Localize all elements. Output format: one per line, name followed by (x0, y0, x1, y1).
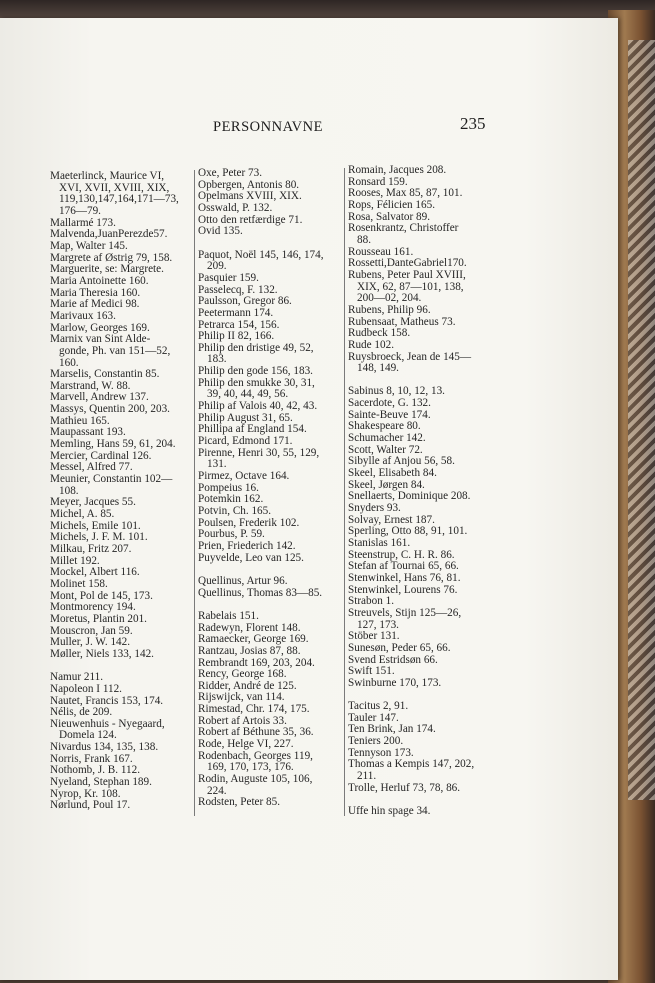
entry-line: Mockel, Albert 116. (50, 566, 140, 579)
entry-line: Radewyn, Florent 148. (198, 621, 301, 634)
index-entry (198, 774, 344, 797)
entry-line: Napoleon I 112. (50, 682, 122, 695)
entry-continuation: 108. (59, 484, 79, 497)
entry-line: Rousseau 161. (348, 245, 414, 258)
entry-line: Thomas a Kempis 147, 202, (348, 758, 475, 771)
running-head: PERSONNAVNE (213, 119, 323, 135)
index-entry (198, 308, 344, 320)
entry-continuation: 200—02, 204. (357, 292, 422, 305)
index-entry (50, 544, 192, 556)
entry-line: Petrarca 154, 156. (198, 318, 280, 331)
index-entry (198, 250, 344, 273)
entry-line: Rodenbach, Georges 119, (198, 749, 313, 762)
entry-continuation: Domela 124. (59, 729, 117, 742)
entry-line: Milkau, Fritz 207. (50, 543, 132, 555)
index-entry (198, 471, 344, 483)
entry-line: Solvay, Ernest 187. (348, 513, 435, 526)
index-entry (348, 608, 498, 631)
index-entry (198, 378, 344, 401)
index-entry (348, 340, 498, 352)
index-entry (198, 226, 344, 238)
entry-line: Shakespeare 80. (348, 420, 421, 433)
index-entry (50, 439, 192, 451)
entry-line: Trolle, Herluf 73, 78, 86. (348, 781, 461, 794)
entry-line: Rodin, Auguste 105, 106, (198, 773, 313, 786)
entry-line: Philip den smukke 30, 31, (198, 376, 315, 389)
entry-line: Nivardus 134, 135, 138. (50, 741, 159, 754)
entry-line: Philip II 82, 166. (198, 330, 275, 343)
entry-line: Paquot, Noël 145, 146, 174, (198, 248, 324, 261)
entry-line: Millet 192. (50, 554, 100, 567)
entry-line: Tauler 147. (348, 711, 399, 724)
entry-line: Nyrop, Kr. 108. (50, 787, 121, 800)
entry-line: Messel, Alfred 77. (50, 461, 133, 474)
entry-line: Tacitus 2, 91. (348, 700, 409, 713)
entry-line: Rossetti,DanteGabriel170. (348, 257, 467, 270)
index-entry (348, 538, 498, 550)
index-entry (348, 503, 498, 515)
entry-line: Puyvelde, Leo van 125. (198, 551, 304, 564)
index-entry (348, 783, 498, 795)
entry-line: Osswald, P. 132. (198, 201, 273, 214)
entry-line: Memling, Hans 59, 61, 204. (50, 438, 176, 451)
index-entry (50, 649, 192, 661)
index-entry (50, 241, 192, 253)
entry-line: Muller, J. W. 142. (50, 636, 131, 649)
entry-line: Mouscron, Jan 59. (50, 624, 133, 637)
entry-line: Peetermann 174. (198, 306, 274, 319)
entry-continuation: 88. (357, 233, 371, 246)
entry-continuation: 183. (207, 353, 227, 366)
index-column-2 (198, 168, 344, 809)
entry-line: Massys, Quentin 200, 203. (50, 403, 170, 416)
entry-line: Rosa, Salvator 89. (348, 210, 431, 223)
entry-line: Swinburne 170, 173. (348, 676, 442, 689)
entry-line: Rode, Helge VI, 227. (198, 738, 294, 751)
entry-line: Rantzau, Josias 87, 88. (198, 644, 301, 657)
index-entry (50, 579, 192, 591)
entry-line: Tennyson 173. (348, 746, 414, 759)
book-page (0, 18, 618, 980)
entry-line: Margrete af Østrig 79, 158. (50, 251, 173, 264)
entry-line: Michel, A. 85. (50, 508, 115, 521)
entry-line: Pourbus, P. 59. (198, 528, 265, 541)
entry-line: Pirenne, Henri 30, 55, 129, (198, 446, 320, 459)
entry-continuation: XIX, 62, 87—101, 138, (357, 280, 464, 293)
index-entry (198, 168, 344, 180)
index-entry (50, 171, 192, 218)
entry-line: Quellinus, Artur 96. (198, 574, 288, 587)
entry-line: Nørlund, Poul 17. (50, 799, 131, 812)
entry-line: Sperling, Otto 88, 91, 101. (348, 525, 468, 538)
index-entry (50, 311, 192, 323)
index-entry (198, 553, 344, 565)
entry-line: Strabon 1. (348, 595, 394, 608)
entry-line: Rudbeck 158. (348, 327, 411, 340)
entry-line: Rodsten, Peter 85. (198, 796, 281, 809)
index-entry (348, 433, 498, 445)
index-entry (348, 678, 498, 690)
entry-line: Rude 102. (348, 338, 394, 351)
entry-line: Rubensaat, Matheus 73. (348, 315, 456, 328)
index-entry (348, 223, 498, 246)
entry-line: Pasquier 159. (198, 271, 259, 284)
entry-line: Sainte-Beuve 174. (348, 408, 431, 421)
entry-line: Rijswijck, van 114. (198, 691, 285, 704)
entry-line: Sibylle af Anjou 56, 58. (348, 455, 455, 468)
book-spine-pattern (628, 40, 655, 800)
entry-line: Marivaux 163. (50, 309, 116, 322)
entry-line: Opelmans XVIII, XIX. (198, 190, 302, 203)
index-entry (50, 276, 192, 288)
entry-line: Marguerite, se: Margrete. (50, 263, 164, 276)
entry-continuation: 39, 40, 44, 49, 56. (207, 388, 289, 401)
entry-continuation: 211. (357, 770, 377, 783)
entry-line: Scott, Walter 72. (348, 443, 423, 456)
index-entry (198, 506, 344, 518)
entry-line: Passelecq, F. 132. (198, 283, 278, 296)
entry-line: Stenwinkel, Hans 76, 81. (348, 571, 461, 584)
entry-line: Schumacher 142. (348, 432, 426, 445)
entry-line: Philip August 31, 65. (198, 411, 293, 424)
index-entry (348, 352, 498, 375)
page-number: 235 (460, 114, 486, 133)
column-rule (194, 170, 195, 816)
index-entry (50, 719, 192, 742)
section-gap (198, 238, 344, 250)
entry-continuation: 209. (207, 260, 227, 273)
index-entry (50, 684, 192, 696)
entry-line: Steenstrup, C. H. R. 86. (348, 548, 455, 561)
entry-line: Skeel, Jørgen 84. (348, 478, 425, 491)
entry-line: Marlow, Georges 169. (50, 321, 150, 334)
index-entry (348, 165, 498, 177)
entry-line: Norris, Frank 167. (50, 752, 133, 765)
entry-line: Rency, George 168. (198, 668, 287, 681)
index-entry (198, 448, 344, 471)
entry-line: Michels, J. F. M. 101. (50, 531, 148, 544)
entry-line: Marnix van Sint Alde- (50, 333, 151, 346)
index-entry (50, 334, 192, 369)
entry-line: Svend Estridsøn 66. (348, 653, 438, 666)
entry-continuation: 224. (207, 784, 227, 797)
entry-line: Potvin, Ch. 165. (198, 505, 272, 518)
entry-line: Møller, Niels 133, 142. (50, 647, 154, 660)
entry-line: Ramaecker, George 169. (198, 633, 309, 646)
entry-line: Molinet 158. (50, 577, 108, 590)
index-entry (198, 203, 344, 215)
entry-line: Meyer, Jacques 55. (50, 496, 136, 509)
index-entry (198, 611, 344, 623)
entry-continuation: XVI, XVII, XVIII, XIX, (59, 181, 170, 194)
entry-line: Snyders 93. (348, 502, 401, 515)
entry-line: Marie af Medici 98. (50, 298, 140, 311)
entry-line: Robert af Artois 33. (198, 714, 287, 727)
index-entry (198, 436, 344, 448)
index-column-1 (50, 171, 192, 812)
entry-line: Rosenkrantz, Christoffer (348, 222, 459, 235)
entry-line: Mont, Pol de 145, 173. (50, 589, 153, 602)
entry-line: Nieuwenhuis - Nyegaard, (50, 717, 165, 730)
entry-line: Uffe hin spage 34. (348, 805, 431, 818)
entry-line: Paulsson, Gregor 86. (198, 295, 292, 308)
index-entry (198, 576, 344, 588)
entry-line: Mathieu 165. (50, 414, 110, 427)
entry-line: Namur 211. (50, 671, 104, 684)
index-entry (348, 806, 498, 818)
index-entry (50, 474, 192, 497)
entry-line: Mercier, Cardinal 126. (50, 449, 152, 462)
index-entry (348, 573, 498, 585)
entry-line: Opbergen, Antonis 80. (198, 178, 300, 191)
entry-continuation: 148, 149. (357, 362, 399, 375)
entry-continuation: 160. (59, 356, 79, 369)
index-entry (348, 759, 498, 782)
entry-line: Philip den dristige 49, 52, (198, 341, 314, 354)
index-entry (198, 797, 344, 809)
entry-line: Stöber 131. (348, 630, 400, 643)
entry-line: Streuvels, Stijn 125—26, (348, 606, 462, 619)
entry-line: Rimestad, Chr. 174, 175. (198, 703, 310, 716)
index-entry (50, 614, 192, 626)
entry-line: Picard, Edmond 171. (198, 435, 293, 448)
index-column-3 (348, 165, 498, 818)
entry-line: Ten Brink, Jan 174. (348, 723, 436, 736)
entry-line: Phillipa af England 154. (198, 423, 307, 436)
entry-line: Marstrand, W. 88. (50, 379, 131, 392)
entry-continuation: 127, 173. (357, 618, 399, 631)
index-entry (198, 343, 344, 366)
entry-line: Swift 151. (348, 665, 395, 678)
entry-continuation: 131. (207, 458, 227, 471)
entry-line: Marvell, Andrew 137. (50, 391, 149, 404)
entry-line: Sunesøn, Peder 65, 66. (348, 641, 451, 654)
entry-line: Nyeland, Stephan 189. (50, 776, 152, 789)
index-entry (50, 800, 192, 812)
entry-line: Sacerdote, G. 132. (348, 397, 431, 410)
entry-line: Skeel, Elisabeth 84. (348, 467, 437, 480)
index-entry (348, 270, 498, 305)
entry-line: Maeterlinck, Maurice VI, (50, 170, 165, 182)
entry-line: Poulsen, Frederik 102. (198, 516, 300, 529)
entry-line: Sabinus 8, 10, 12, 13. (348, 385, 445, 398)
entry-line: Maria Theresia 160. (50, 286, 141, 299)
entry-line: Nélis, de 209. (50, 706, 113, 719)
entry-line: Rubens, Peter Paul XVIII, (348, 268, 466, 281)
entry-line: Robert af Béthune 35, 36. (198, 726, 314, 739)
index-entry (348, 643, 498, 655)
entry-line: Rabelais 151. (198, 609, 259, 622)
entry-line: Teniers 200. (348, 735, 404, 748)
index-entry (50, 509, 192, 521)
entry-line: Romain, Jacques 208. (348, 164, 447, 176)
entry-line: Maupassant 193. (50, 426, 126, 439)
index-entry (198, 588, 344, 600)
entry-line: Snellaerts, Dominique 208. (348, 490, 471, 503)
entry-line: Montmorency 194. (50, 601, 136, 614)
entry-line: Marselis, Constantin 85. (50, 368, 160, 381)
entry-line: Ronsard 159. (348, 175, 408, 188)
entry-line: Rops, Félicien 165. (348, 198, 436, 211)
entry-line: Pirmez, Octave 164. (198, 470, 290, 483)
entry-line: Malvenda,JuanPerezde57. (50, 228, 168, 241)
entry-line: Stenwinkel, Lourens 76. (348, 583, 458, 596)
entry-line: Prien, Friederich 142. (198, 539, 296, 552)
entry-line: Michels, Emile 101. (50, 519, 141, 532)
index-entry (198, 541, 344, 553)
column-rule (344, 168, 345, 816)
entry-line: Rubens, Philip 96. (348, 303, 431, 316)
index-entry (198, 751, 344, 774)
entry-continuation: 176—79. (59, 204, 101, 217)
entry-line: Maria Antoinette 160. (50, 274, 149, 287)
index-entry (348, 200, 498, 212)
entry-line: Stanislas 161. (348, 536, 411, 549)
index-entry (198, 273, 344, 285)
entry-line: Rembrandt 169, 203, 204. (198, 656, 315, 669)
entry-line: Philip af Valois 40, 42, 43. (198, 400, 318, 413)
entry-line: Otto den retfærdige 71. (198, 213, 303, 226)
entry-line: Pompeius 16. (198, 481, 259, 494)
entry-line: Moretus, Plantin 201. (50, 612, 147, 625)
index-entry (348, 468, 498, 480)
entry-line: Nautet, Francis 153, 174. (50, 694, 164, 707)
entry-line: Ovid 135. (198, 225, 243, 238)
entry-continuation: 119,130,147,164,171—73, (59, 193, 179, 206)
entry-line: Nothomb, J. B. 112. (50, 764, 141, 777)
entry-line: Stefan af Tournai 65, 66. (348, 560, 459, 573)
entry-line: Oxe, Peter 73. (198, 167, 263, 179)
entry-line: Meunier, Constantin 102— (50, 473, 173, 486)
entry-line: Ridder, André de 125. (198, 679, 297, 692)
index-entry (348, 305, 498, 317)
entry-line: Rooses, Max 85, 87, 101. (348, 187, 463, 200)
entry-line: Potemkin 162. (198, 493, 264, 506)
entry-line: Ruysbroeck, Jean de 145— (348, 350, 472, 363)
entry-line: Map, Walter 145. (50, 239, 128, 252)
entry-continuation: gonde, Ph. van 151—52, (59, 344, 171, 357)
entry-line: Philip den gode 156, 183. (198, 365, 313, 378)
entry-line: Mallarmé 173. (50, 216, 116, 229)
entry-continuation: 169, 170, 173, 176. (207, 761, 294, 774)
index-entry (198, 646, 344, 658)
entry-line: Quellinus, Thomas 83—85. (198, 586, 323, 599)
